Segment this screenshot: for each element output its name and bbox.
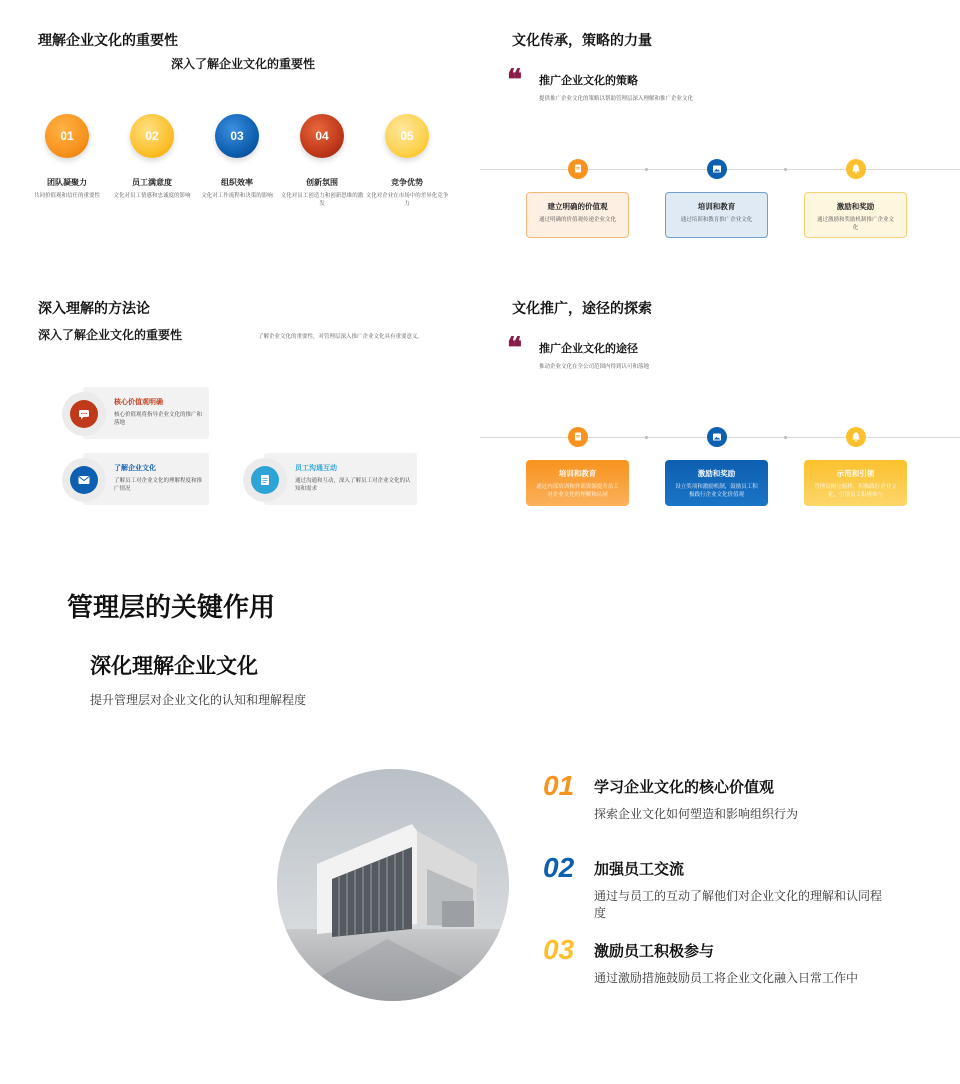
slide-title: 文化传承，策略的力量 (512, 32, 652, 48)
importance-item (278, 114, 366, 208)
card-title: 培训和教育 (558, 469, 597, 478)
method-icon-ring (62, 458, 106, 502)
item-title: 竞争优势 (391, 178, 423, 187)
card-title: 激励和奖励 (697, 469, 736, 478)
card-desc: 通过明确的价值观传递企业文化 (538, 217, 616, 223)
slide-subtitle: 深入了解企业文化的重要性 (38, 328, 183, 342)
image-icon (707, 159, 727, 179)
building-photo (277, 769, 509, 1001)
quote-icon: ❝ (507, 63, 523, 96)
section-desc: 提供推广企业文化的策略以帮助管理层深入理解和推广企业文化 (539, 96, 694, 102)
item-desc: 文化对企业在市场中的差异化竞争力 (365, 193, 449, 207)
card-title: 核心价值观明确 (114, 399, 163, 406)
timeline-dot (784, 436, 787, 439)
number-badge: 03 (215, 114, 259, 158)
strategy-card (804, 192, 907, 238)
point-number: 02 (543, 852, 575, 883)
section-desc: 推动企业文化在全公司范围内得到认可和落地 (539, 364, 650, 370)
item-desc: 文化对员工创造力和创新思维的激发 (280, 193, 364, 207)
slide-title: 文化推广，途径的探索 (512, 300, 652, 316)
strategy-card (526, 192, 629, 238)
document-icon (251, 466, 279, 494)
card-title: 了解企业文化 (114, 465, 156, 472)
importance-item (193, 114, 281, 200)
section-heading: 推广企业文化的策略 (539, 75, 638, 87)
slide-note: 了解企业文化的重要性，对管理层深入推广企业文化具有重要意义。 (258, 334, 424, 340)
slide-title: 深入理解的方法论 (38, 300, 150, 316)
card-desc: 通过激励和奖励机制推广企业文化 (816, 217, 894, 231)
card-desc: 设立奖项和激励机制，鼓励员工积极践行企业文化价值观 (675, 484, 758, 498)
card-desc: 通过沟通和互动，深入了解员工对企业文化的认知和需求 (295, 478, 411, 492)
slide-title: 理解企业文化的重要性 (38, 32, 178, 48)
number-badge: 05 (385, 114, 429, 158)
card-title: 建立明确的价值观 (547, 202, 608, 211)
card-desc: 通过培训和教育推广企业文化 (680, 217, 753, 223)
card-title: 激励和奖励 (836, 202, 875, 211)
section-heading: 推广企业文化的途径 (539, 343, 638, 355)
point-number: 03 (543, 934, 575, 965)
slide-subtitle: 深化理解企业文化 (90, 655, 258, 678)
item-title: 组织效率 (221, 178, 253, 187)
chat-icon (70, 400, 98, 428)
slide-culture-importance (0, 0, 480, 268)
channel-card (804, 460, 907, 506)
channel-card (526, 460, 629, 506)
strategy-card (665, 192, 768, 238)
slide-channels (480, 268, 960, 536)
point-title: 激励员工积极参与 (594, 943, 715, 960)
mail-icon (70, 466, 98, 494)
card-desc: 核心价值观将指导企业文化的推广和落地 (114, 412, 203, 426)
method-icon-ring (243, 458, 287, 502)
item-title: 创新氛围 (306, 178, 338, 187)
card-title: 示范和引领 (836, 469, 875, 478)
number-badge: 01 (45, 114, 89, 158)
slide-strategy (480, 0, 960, 268)
slide-title: 管理层的关键作用 (67, 592, 276, 622)
bell-icon (846, 159, 866, 179)
channel-card (665, 460, 768, 506)
slide-subtitle: 深入了解企业文化的重要性 (170, 57, 315, 71)
card-desc: 了解员工对企业文化的理解程度和推广情况 (114, 478, 203, 492)
card-desc: 通过内部培训和外部资源提升员工对企业文化的理解和认同 (536, 484, 619, 498)
item-desc: 共同价值观和信任的重要性 (33, 193, 100, 199)
point-desc: 通过激励措施鼓励员工将企业文化融入日常工作中 (594, 971, 859, 985)
method-icon-ring (62, 392, 106, 436)
image-icon (707, 427, 727, 447)
slide-desc: 提升管理层对企业文化的认知和理解程度 (90, 693, 307, 707)
card-desc: 管理层树立榜样，积极践行企业文化，引领员工积极参与 (814, 484, 897, 498)
point-number: 01 (543, 770, 575, 801)
importance-item (23, 114, 111, 200)
point-title: 加强员工交流 (594, 861, 685, 878)
point-desc: 通过与员工的互动了解他们对企业文化的理解和认同程度 (594, 889, 883, 920)
number-badge: 02 (130, 114, 174, 158)
point-title: 学习企业文化的核心价值观 (594, 779, 775, 796)
number-badge: 04 (300, 114, 344, 158)
document-icon (568, 159, 588, 179)
card-title: 员工沟通互动 (295, 465, 337, 472)
importance-item (108, 114, 196, 200)
item-desc: 文化对工作流程和决策的影响 (201, 193, 273, 199)
importance-item (363, 114, 451, 208)
point-desc: 探索企业文化如何塑造和影响组织行为 (594, 807, 799, 821)
timeline-dot (645, 436, 648, 439)
timeline-dot (784, 168, 787, 171)
item-title: 员工满意度 (132, 178, 172, 187)
item-desc: 文化对员工情感和忠诚度的影响 (113, 193, 191, 199)
item-title: 团队凝聚力 (47, 178, 87, 187)
timeline-dot (645, 168, 648, 171)
card-title: 培训和教育 (697, 202, 736, 211)
document-icon (568, 427, 588, 447)
slide-management-role (0, 540, 960, 1084)
slide-methodology (0, 268, 480, 536)
quote-icon: ❝ (507, 331, 523, 364)
bell-icon (846, 427, 866, 447)
